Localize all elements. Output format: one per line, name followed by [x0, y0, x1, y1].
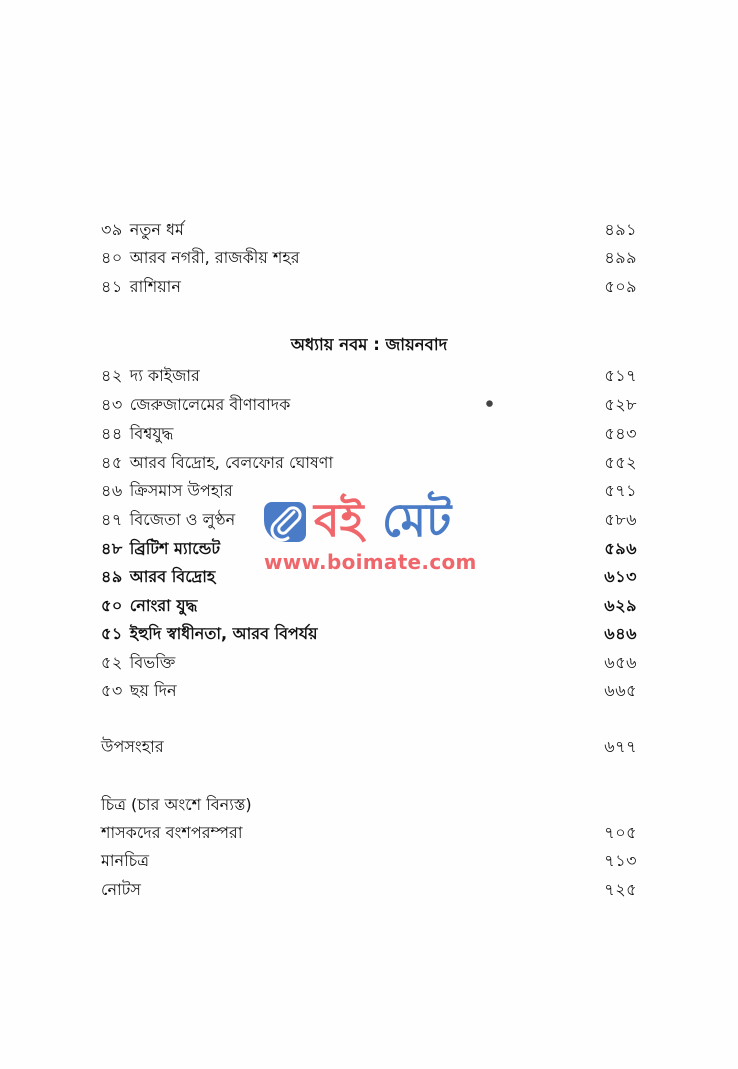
page-number: ৪৯১: [604, 220, 637, 239]
chapter-number: ৩৯: [101, 220, 123, 239]
toc-entry-43: [101, 392, 637, 418]
entry-title-wrap: [101, 450, 333, 476]
chapter-title: নোংরা যুদ্ধ: [129, 596, 198, 615]
chapter-number: ৪৮: [101, 539, 123, 558]
entry-title-wrap: [101, 621, 318, 647]
toc-entry-genealogy: [101, 820, 637, 846]
chapter-title: জেরুজালেমের বীণাবাদক: [129, 395, 291, 414]
page-number: ৭০৫: [604, 823, 637, 842]
entry-title-wrap: [101, 478, 233, 504]
page-number: ৫৮৬: [604, 510, 637, 529]
entry-title-wrap: [101, 536, 220, 562]
page-number: ৫৯৬: [604, 539, 637, 558]
chapter-title: আরব বিদ্রোহ: [129, 567, 216, 586]
section-heading: অধ্যায় নবম : জায়নবাদ: [290, 335, 448, 354]
chapter-number: ৪১: [101, 277, 123, 296]
chapter-number: ৪২: [101, 366, 123, 385]
chapter-number: ৫০: [101, 596, 123, 615]
entry-title-wrap: [101, 363, 200, 389]
chapter-title: ব্রিটিশ ম্যান্ডেট: [129, 539, 221, 558]
back-matter-title: চিত্র (চার অংশে বিন্যস্ত): [101, 795, 252, 814]
toc-entry-42: [101, 363, 637, 389]
page-number: ৬৪৬: [604, 624, 637, 643]
entry-title-wrap: [101, 421, 173, 447]
chapter-title: নতুন ধর্ম: [129, 220, 184, 239]
toc-entry-45: [101, 450, 637, 476]
back-matter-title: নোটস: [101, 880, 141, 899]
toc-entry-illustrations: [101, 792, 637, 818]
toc-entry-51: [101, 621, 637, 647]
entry-title-wrap: [101, 650, 175, 676]
chapter-title: বিজেতা ও লুণ্ঠন: [129, 510, 236, 529]
page-number: ৬৬৫: [604, 681, 637, 700]
page-number: ৫৭১: [604, 481, 637, 500]
toc-entry-50: [101, 593, 637, 619]
chapter-number: ৪০: [101, 248, 123, 267]
page-number: ৬২৯: [604, 596, 637, 615]
chapter-title: ইহুদি স্বাধীনতা, আরব বিপর্যয়: [129, 624, 318, 643]
page-number: ৫১৭: [604, 366, 637, 385]
chapter-number: ৪৪: [101, 424, 123, 443]
entry-title-wrap: [101, 678, 177, 704]
entry-title-wrap: [101, 593, 197, 619]
chapter-number: ৪৫: [101, 453, 123, 472]
back-matter-title: শাসকদের বংশপরম্পরা: [101, 823, 243, 842]
page-number: ৫২৮: [604, 395, 637, 414]
entry-title-wrap: [101, 274, 181, 300]
entry-title-wrap: [101, 245, 300, 271]
toc-entry-epilogue: [101, 734, 637, 760]
chapter-title: দ্য কাইজার: [129, 366, 200, 385]
entry-title-wrap: [101, 217, 184, 243]
chapter-title: আরব বিদ্রোহ, বেলফোর ঘোষণা: [129, 453, 334, 472]
chapter-number: ৫২: [101, 653, 123, 672]
toc-entry-maps: [101, 848, 637, 874]
page-number: ৭১৩: [604, 851, 637, 870]
toc-entry-53: [101, 678, 637, 704]
back-matter-title: মানচিত্র: [101, 851, 150, 870]
toc-entry-46: [101, 478, 637, 504]
toc-entry-40: [101, 245, 637, 271]
chapter-number: ৪৩: [101, 395, 123, 414]
toc-entry-39: [101, 217, 637, 243]
entry-title-wrap: [101, 564, 215, 590]
entry-title-wrap: [101, 507, 235, 533]
brand-text-red: বই: [314, 493, 364, 547]
page-number: ৪৯৯: [604, 248, 637, 267]
chapter-title: ক্রিসমাস উপহার: [129, 481, 233, 500]
toc-entry-notes: [101, 877, 637, 903]
chapter-title: ছয় দিন: [129, 681, 177, 700]
page-number: ৭২৫: [604, 880, 637, 899]
page-number: ৫৪৩: [604, 424, 637, 443]
chapter-number: ৪৯: [101, 567, 123, 586]
toc-entry-47: [101, 507, 637, 533]
chapter-number: ৪৬: [101, 481, 123, 500]
brand-text-blue: মেট: [382, 493, 452, 547]
toc-entry-44: [101, 421, 637, 447]
chapter-number: ৫৩: [101, 681, 123, 700]
chapter-title: বিভক্তি: [129, 653, 176, 672]
page-number: ৬১৩: [604, 567, 637, 586]
toc-entry-41: [101, 274, 637, 300]
chapter-title: রাশিয়ান: [129, 277, 181, 296]
epilogue-title: উপসংহার: [101, 737, 164, 756]
toc-entry-48: [101, 536, 637, 562]
scan-speck: [486, 400, 493, 409]
toc-entry-52: [101, 650, 637, 676]
page-number: ৬৫৬: [604, 653, 637, 672]
chapter-number: ৪৭: [101, 510, 123, 529]
brand-url: www.boimate.com: [264, 550, 477, 574]
page-number: ৬৭৭: [604, 737, 637, 756]
chapter-number: ৫১: [101, 624, 123, 643]
toc-entry-49: [101, 564, 637, 590]
entry-title-wrap: [101, 392, 290, 418]
page-number: ৫০৯: [604, 277, 637, 296]
chapter-title: বিশ্বযুদ্ধ: [129, 424, 174, 443]
chapter-title: আরব নগরী, রাজকীয় শহর: [129, 248, 300, 267]
page-number: ৫৫২: [604, 453, 637, 472]
